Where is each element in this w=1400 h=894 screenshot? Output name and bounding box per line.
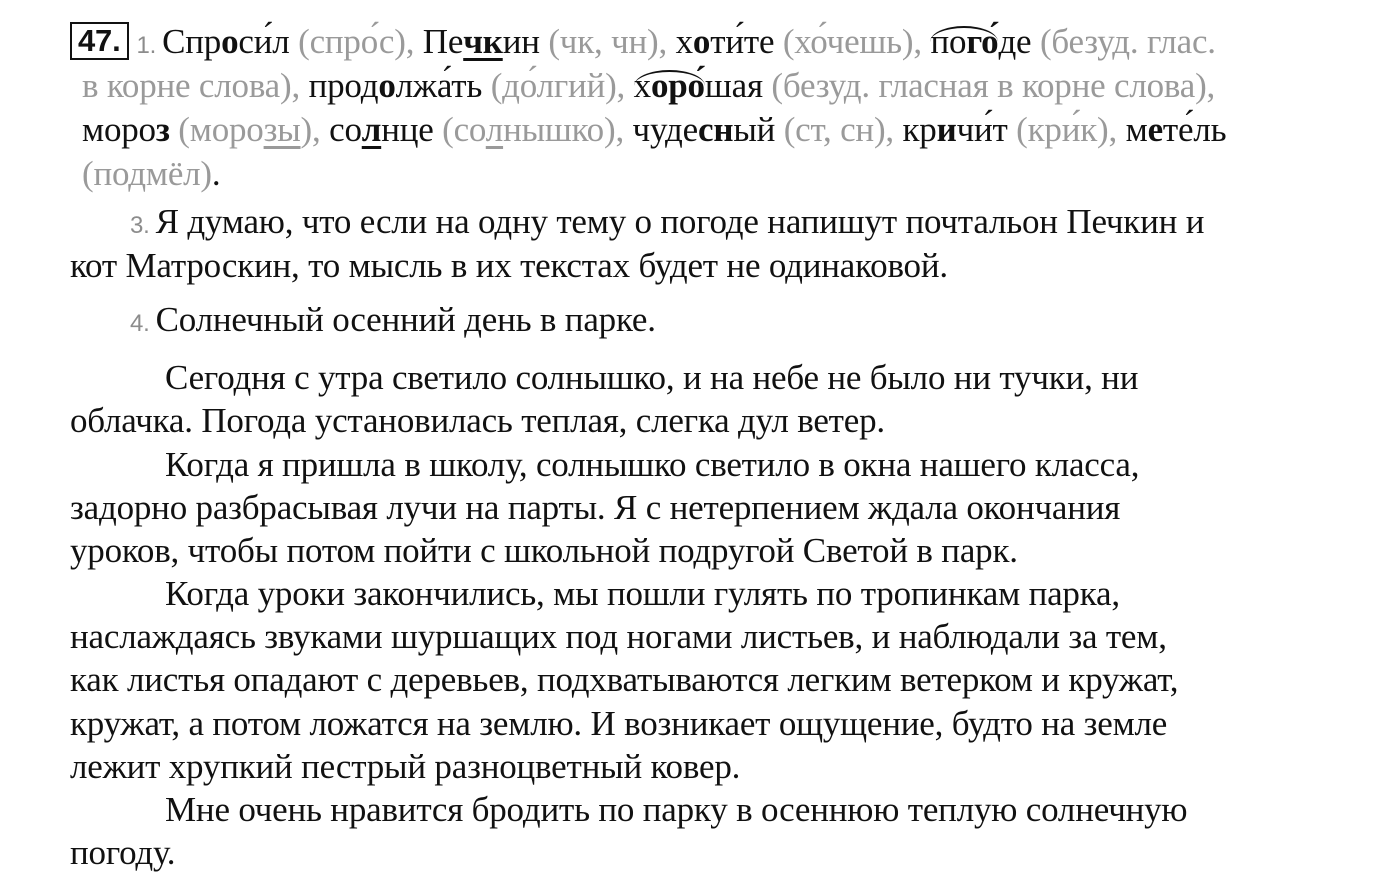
word-part: м bbox=[1125, 110, 1148, 149]
hint: (чк, чн), bbox=[539, 22, 676, 61]
word-part: х bbox=[633, 66, 651, 105]
word-part: по bbox=[930, 22, 967, 61]
highlight-letter: е bbox=[1147, 110, 1163, 149]
essay-line: Сегодня с утра светило солнышко, и на небе не было ни тучки, ни bbox=[165, 358, 1139, 397]
item3-marker: 3. bbox=[130, 212, 150, 239]
word-part: Спр bbox=[162, 22, 222, 61]
hint-underlined: зы bbox=[263, 110, 301, 149]
word-part: чи́т bbox=[956, 110, 1008, 149]
essay-line: наслаждаясь звуками шуршащих под ногами листьев, и наблюдали за тем, bbox=[70, 617, 1167, 656]
item4-marker: 4. bbox=[130, 310, 150, 337]
root-arc bbox=[634, 64, 705, 108]
hint: нышко), bbox=[503, 110, 633, 149]
word-part: чуде bbox=[632, 110, 698, 149]
essay-line: уроков, чтобы потом пойти с школьной подругой Светой в парк. bbox=[70, 531, 1018, 570]
item4-line bbox=[130, 298, 656, 346]
word-part: де bbox=[998, 22, 1032, 61]
word-part: шая bbox=[704, 66, 763, 105]
highlight-letter: о bbox=[221, 22, 239, 61]
essay-line: задорно разбрасывая лучи на парты. Я с нетерпением ждала окончания bbox=[70, 488, 1121, 527]
item3-line2: кот Матроскин, то мысль в их текстах будет не одинаковой. bbox=[70, 246, 948, 285]
item3-line1 bbox=[130, 200, 1204, 248]
hint: (подмёл) bbox=[82, 154, 212, 193]
word-part: ый bbox=[733, 110, 776, 149]
hint-underlined: л bbox=[485, 110, 504, 149]
highlight-letter: сн bbox=[698, 110, 734, 149]
item1-line3 bbox=[82, 108, 1226, 152]
item1-marker: 1. bbox=[136, 32, 157, 59]
hint: (безуд. гласная в корне слова), bbox=[762, 66, 1216, 105]
essay-title: Солнечный осенний день в парке. bbox=[155, 300, 656, 339]
word-part: лжа́ть bbox=[395, 66, 483, 105]
highlight-letter: го́ bbox=[966, 22, 999, 61]
hint: (моро bbox=[169, 110, 264, 149]
word-part: ти́те bbox=[710, 22, 775, 61]
essay-line: Мне очень нравится бродить по парку в осеннюю теплую солнечную bbox=[165, 790, 1188, 829]
word-part: Пе bbox=[422, 22, 464, 61]
word-part: х bbox=[675, 22, 693, 61]
hint: (хо́чешь), bbox=[774, 22, 931, 61]
hint: (безуд. глас. bbox=[1031, 22, 1216, 61]
hint: ), bbox=[300, 110, 330, 149]
word-part: . bbox=[211, 154, 221, 193]
hint: (спро́с), bbox=[289, 22, 423, 61]
highlight-letter: оро́ bbox=[650, 66, 705, 105]
essay-line: лежит хрупкий пестрый разноцветный ковер. bbox=[70, 747, 741, 786]
highlight-letter: о bbox=[378, 66, 396, 105]
word-part: си́л bbox=[238, 22, 290, 61]
essay-line: Когда я пришла в школу, солнышко светило в окна нашего класса, bbox=[165, 445, 1140, 484]
essay-line: кружат, а потом ложатся на землю. И возникает ощущение, будто на земле bbox=[70, 704, 1168, 743]
hint: (кри́к), bbox=[1007, 110, 1126, 149]
essay-line: Когда уроки закончились, мы пошли гулять по тропинкам парка, bbox=[165, 574, 1120, 613]
word-part: кр bbox=[902, 110, 937, 149]
highlight-letter: з bbox=[155, 110, 170, 149]
highlight-letter: л bbox=[361, 110, 382, 149]
essay-line: погоду. bbox=[70, 833, 176, 872]
hint: (ст, сн), bbox=[775, 110, 903, 149]
item1-line4 bbox=[82, 152, 220, 196]
essay-line: облачка. Погода установилась теплая, слегка дул ветер. bbox=[70, 401, 885, 440]
word-part: прод bbox=[308, 66, 379, 105]
essay-line: как листья опадают с деревьев, подхватываются легким ветерком и кружат, bbox=[70, 660, 1179, 699]
root-arc bbox=[930, 20, 998, 64]
item1-line2 bbox=[82, 64, 1215, 108]
word-part: те́ль bbox=[1162, 110, 1227, 149]
item3-text: Я думаю, что если на одну тему о погоде напишут почтальон Печкин и bbox=[155, 202, 1205, 241]
word-part: ин bbox=[502, 22, 540, 61]
word-part: моро bbox=[82, 110, 156, 149]
hint: в корне слова), bbox=[82, 66, 309, 105]
highlight-letter: о bbox=[692, 22, 711, 61]
item1-line1 bbox=[70, 20, 1216, 68]
word-part: нце bbox=[381, 110, 434, 149]
word-part: со bbox=[329, 110, 362, 149]
task-number-box: 47. bbox=[70, 22, 129, 60]
highlight-letter: и bbox=[936, 110, 957, 149]
hint: (со bbox=[433, 110, 486, 149]
hint: (до́лгий), bbox=[482, 66, 634, 105]
highlight-letter: чк bbox=[463, 22, 503, 61]
